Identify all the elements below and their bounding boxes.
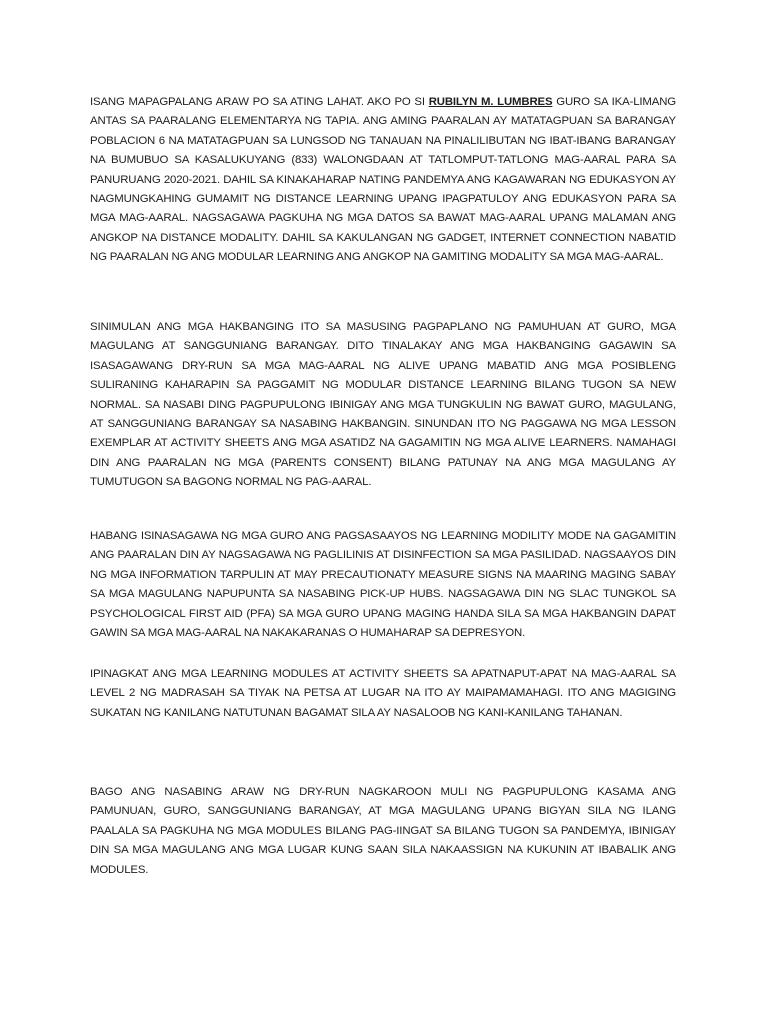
paragraph-planning: SINIMULAN ANG MGA HAKBANGING ITO SA MASUSING PAGPAPLANO NG PAMUHUAN AT GURO, MGA MAGULANG AT SANGGUNIANG BARANGAY. DITO TINALAKAY ANG MGA HAKBANGING GAGAWIN SA ISASAGAWANG DRY-RUN SA MGA MAG-AARAL NG ALIVE UPANG MABATID ANG MGA POSIBLENG SULIRANING KAHARAPIN SA PAGGAMIT NG MODULAR DISTANCE LEARNING BILANG TUGON SA NEW NORMAL. SA NASABI DING PAGPUPULONG IBINIGAY ANG MGA TUNGKULIN NG BAWAT GURO, MAGULANG, AT SANGGUNIANG BARANGAY SA NASABING HAKBANGIN. SINUNDAN ITO NG PAGGAWA NG MGA LESSON EXEMPLAR AT ACTIVITY SHEETS ANG MGA ASATIDZ NA GAGAMITIN NG MGA ALIVE LEARNERS. NAMAHAGI DIN ANG PAARALAN NG MGA (PARENTS CONSENT) BILANG PATUNAY NA ANG MGA MAGULANG AY TUMUTUGON SA BAGONG NORMAL NG PAG-AARAL.	[90, 321, 676, 489]
paragraph-distribution: IPINAGKAT ANG MGA LEARNING MODULES AT ACTIVITY SHEETS SA APATNAPUT-APAT NA MAG-AARAL SA LEVEL 2 NG MADRASAH SA TIYAK NA PETSA AT LUGAR NA ITO AY MAIPAMAMAHAGI. ITO ANG MAGIGING SUKATAN NG KANILANG NATUTUNAN BAGAMAT SILA AY NASALOOB NG KANI-KANILANG TAHANAN.	[90, 668, 676, 719]
author-name: RUBILYN M. LUMBRES	[428, 96, 553, 108]
intro-text-start: ISANG MAPAGPALANG ARAW PO SA ATING LAHAT. AKO PO SI	[90, 96, 429, 108]
paragraph-preparation: HABANG ISINASAGAWA NG MGA GURO ANG PAGSASAAYOS NG LEARNING MODILITY MODE NA GAGAMITIN ANG PAARALAN DIN AY NAGSAGAWA NG PAGLILINIS AT DISINFECTION SA MGA PASILIDAD. NAGSAAYOS DIN NG MGA INFORMATION TARPULIN AT MAY PRECAUTIONATY MEASURE SIGNS NA MAARING MAGING SABAY SA MGA MAGULANG NAPUPUNTA SA NASABING PICK-UP HUBS. NAGSAGAWA DIN NG SLAC TUNGKOL SA PSYCHOLOGICAL FIRST AID (PFA) SA MGA GURO UPANG MAGING HANDA SILA SA MGA HAKBANGIN DAPAT GAWIN SA MGA MAG-AARAL NA NAKAKARANAS O HUMAHARAP SA DEPRESYON.	[90, 530, 676, 640]
intro-text-rest: GURO SA IKA-LIMANG ANTAS SA PAARALANG ELEMENTARYA NG TAPIA. ANG AMING PAARALAN AY MATATAGPUAN SA BARANGAY POBLACION 6 NA MATATAGPUAN SA LUNGSOD NG TANAUAN NA PINALILIBUTAN NG IBAT-IBANG BARANGAY NA BUMUBUO SA KASALUKUYANG (833) WALONGDAAN AT TATLOMPUT-TATLONG MAG-AARAL PARA SA PANURUANG 2020-2021. DAHIL SA KINAKAHARAP NATING PANDEMYA ANG KAGAWARAN NG EDUKASYON AY NAGMUNGKAHING GUMAMIT NG DISTANCE LEARNING UPANG IPAGPATULOY ANG EDUKASYON PARA SA MGA MAG-AARAL. NAGSAGAWA PAGKUHA NG MGA DATOS SA BAWAT MAG-AARAL UPANG MALAMAN ANG ANGKOP NA DISTANCE MODALITY. DAHIL SA KAKULANGAN NG GADGET, INTERNET CONNECTION NABATID NG PAARALAN NG ANG MODULAR LEARNING ANG ANGKOP NA GAMITING MODALITY SA MGA MAG-AARAL.	[90, 96, 676, 264]
paragraph-introduction	[90, 93, 676, 268]
paragraph-dry-run-meeting: BAGO ANG NASABING ARAW NG DRY-RUN NAGKAROON MULI NG PAGPUPULONG KASAMA ANG PAMUNUAN, GURO, SANGGUNIANG BARANGAY, AT MGA MAGULANG UPANG BIGYAN SILA NG ILANG PAALALA SA PAGKUHA NG MGA MODULES BILANG PAG-IINGAT SA BILANG TUGON SA PANDEMYA, IBINIGAY DIN SA MGA MAGULANG ANG MGA LUGAR KUNG SAAN SILA NAKAASSIGN NA KUKUNIN AT IBABALIK ANG MODULES.	[90, 786, 676, 876]
